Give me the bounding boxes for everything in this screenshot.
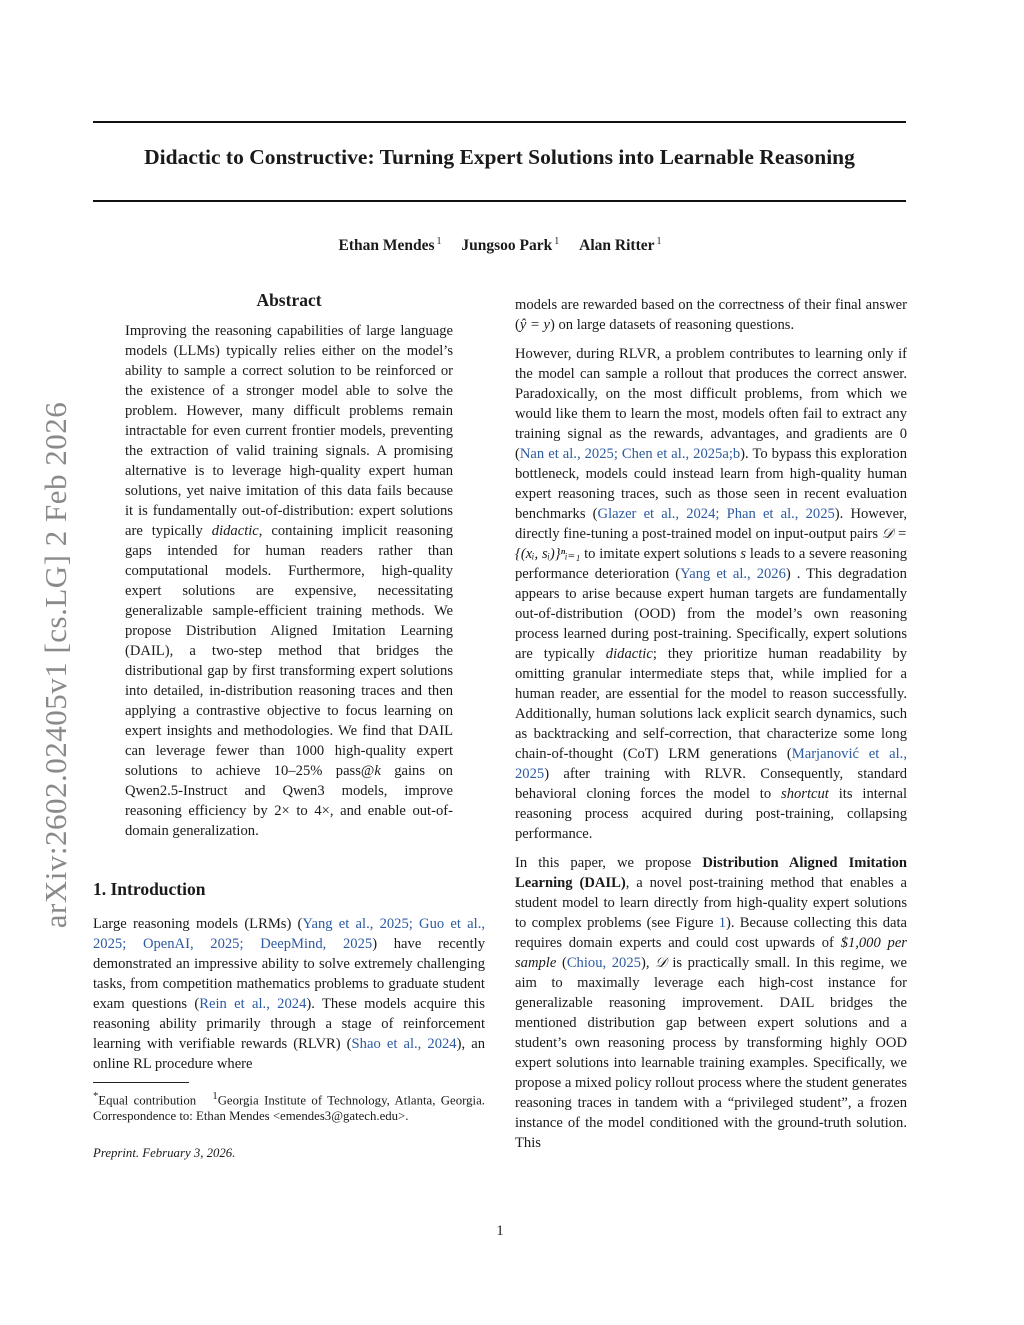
- body-paragraph: However, during RLVR, a problem contributes to learning only if the model can sample a rollout that produces the correct answer. Paradoxically, on the most difficult problems, from which we would like them to learn the most, models often fail to extract any training signal as the rewards, advantages, and gradients are 0 (Nan et al., 2025; Chen et al., 2025a;b). To bypass this exploration bottleneck, models could instead learn from high-quality human expert reasoning traces, such as those seen in recent evaluation benchmarks (Glazer et al., 2024; Phan et al., 2025). However, directly fine-tuning a post-trained model on input-output pairs 𝒟 = {(xᵢ, sᵢ)}ⁿᵢ₌₁ to imitate expert solutions s leads to a severe reasoning performance deterioration (Yang et al., 2026) . This degradation appears to arise because expert human targets are fundamentally out-of-distribution (OOD) from the model’s own reasoning process learned during post-training. Specifically, expert solutions are typically didactic; they prioritize human readability by omitting granular intermediate steps that, while implied for a human reader, are essential for the model to reason successfully. Additionally, human solutions lack explicit search dynamics, such as backtracking and self-correction, that characterize some long chain-of-thought (CoT) LRM generations (Marjanović et al., 2025) after training with RLVR. Consequently, standard behavioral cloning forces the model to shortcut its internal reasoning process acquired during post-training, collapsing performance.: [515, 346, 908, 842]
- citation-link[interactable]: Rein et al., 2024: [199, 996, 307, 1012]
- citation-link[interactable]: Shao et al., 2024: [351, 1036, 457, 1052]
- author: Ethan Mendes $^1$: [338, 236, 442, 255]
- arxiv-identifier[interactable]: arXiv:2602.02405v1 [cs.LG] 2 Feb 2026: [38, 401, 73, 929]
- paper-title: Didactic to Constructive: Turning Expert Solutions into Learnable Reasoning: [144, 145, 855, 169]
- author-list: [0, 236, 1000, 255]
- citation-link[interactable]: Marjanović et al., 2025: [515, 746, 907, 782]
- math-expression: s: [740, 546, 747, 562]
- intro-paragraph: Large reasoning models (LRMs) (Yang et al., 2025; Guo et al., 2025; OpenAI, 2025; DeepMind, 2025) have recently demonstrated an impressive ability to solve extremely challenging tasks, from competition mathematics problems to graduate student exam questions (Rein et al., 2024). These models acquire this reasoning ability primarily through a stage of reinforcement learning with verifiable rewards (RLVR) (Shao et al., 2024), an online RL procedure where: [93, 916, 485, 1072]
- title-top-rule: [93, 121, 906, 123]
- citation-link[interactable]: Chiou, 2025: [566, 955, 641, 971]
- right-column: [515, 295, 907, 1153]
- page-number: 1: [496, 1223, 504, 1239]
- body-paragraph: models are rewarded based on the correctness of their final answer (ŷ = y) on large datasets of reasoning questions.: [515, 297, 907, 333]
- citation-link[interactable]: Yang et al., 2026: [680, 566, 786, 582]
- preprint-notice: Preprint. February 3, 2026.: [93, 1146, 236, 1161]
- footnote-rule: [93, 1082, 189, 1083]
- footnote: *Equal contribution $^1$Georgia Institute of Technology, Atlanta, Georgia. Correspondence to: Ethan Mendes <emendes3@gatech.edu>.: [93, 1091, 485, 1124]
- section-heading-introduction: 1. Introduction: [93, 879, 206, 899]
- citation-link[interactable]: Yang et al., 2025; Guo et al., 2025; OpenAI, 2025; DeepMind, 2025: [93, 916, 485, 952]
- abstract-text: Improving the reasoning capabilities of large language models (LLMs) typically relies either on the model’s ability to sample a correct solution to be reinforced or the existence of a stronger model able to solve the problem. However, many difficult problems remain intractable for even current frontier models, preventing the extraction of valid training signals. A promising alternative is to leverage high-quality expert human solutions, yet naive imitation of this data fails because it is fundamentally out-of-distribution: expert solutions are typically didactic, containing implicit reasoning gaps intended for human readers rather than computational models. Furthermore, high-quality expert solutions are expensive, necessitating generalizable sample-efficient training methods. We propose Distribution Aligned Imitation Learning (DAIL), a two-step method that bridges the distributional gap by first transforming expert solutions into detailed, in-distribution reasoning traces and then applying a contrastive objective to focus learning on expert insights and methodologies. We find that DAIL can leverage fewer than 1000 high-quality expert solutions to achieve 10–25% pass@k gains on Qwen2.5-Instruct and Qwen3 models, improve reasoning efficiency by 2× to 4×, and enable out-of-domain generalization.: [125, 323, 453, 839]
- math-expression: 𝒟 = {(xᵢ, sᵢ)}ⁿᵢ₌₁: [515, 526, 907, 562]
- citation-link[interactable]: Glazer et al., 2024; Phan et al., 2025: [597, 506, 835, 522]
- author: Alan Ritter $^1$: [579, 236, 662, 255]
- citation-link[interactable]: Nan et al., 2025; Chen et al., 2025a;b: [519, 446, 741, 462]
- math-expression: 𝒟: [655, 955, 667, 971]
- abstract-heading: Abstract: [256, 290, 322, 310]
- author: Jungsoo Park $^1$: [461, 236, 560, 255]
- body-paragraph: In this paper, we propose Distribution Aligned Imitation Learning (DAIL), a novel post-training method that enables a student model to learn directly from high-quality expert solutions to complex problems (see Figure 1). Because collecting this data requires domain experts and could cost upwards of $1,000 per sample (Chiou, 2025), 𝒟 is practically small. In this regime, we aim to maximally leverage each high-cost instance for generalizable reasoning improvement. DAIL bridges the mentioned distribution gap between expert solutions and a student’s own reasoning process by transforming highly OOD expert solutions into learnable training examples. Specifically, we propose a mixed policy rollout process where the student generates reasoning traces in tandem with a “privileged student”, a frozen instance of the model conditioned with the ground-truth solution. This: [515, 855, 908, 1151]
- title-bottom-rule: [93, 200, 906, 202]
- figure-link[interactable]: 1: [718, 915, 726, 931]
- left-column: [93, 290, 485, 1161]
